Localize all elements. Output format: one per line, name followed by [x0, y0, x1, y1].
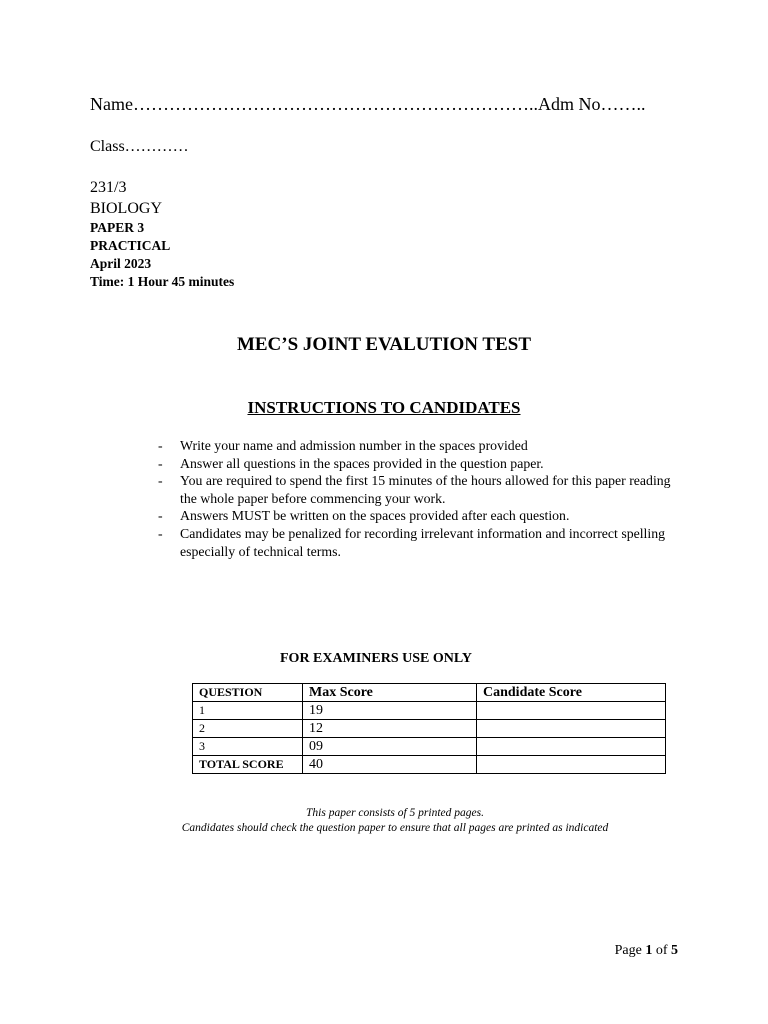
- max-score-cell: 19: [303, 702, 477, 720]
- table-row: [193, 720, 666, 738]
- instruction-text: Answer all questions in the spaces provided in the question paper.: [180, 455, 544, 471]
- question-cell: 3: [193, 738, 303, 756]
- instruction-text: Answers MUST be written on the spaces provided after each question.: [180, 508, 570, 524]
- total-row: [193, 756, 666, 774]
- dash-bullet: -: [158, 525, 163, 541]
- candidate-score-cell[interactable]: [477, 702, 666, 720]
- dash-bullet: -: [158, 508, 163, 524]
- page-prefix: Page: [614, 943, 646, 958]
- column-header-question: QUESTION: [193, 684, 303, 702]
- page-number: [615, 943, 678, 959]
- question-cell: 1: [193, 702, 303, 720]
- page-of: of: [652, 943, 671, 958]
- instruction-item: [158, 472, 688, 507]
- paper-code: 231/3: [90, 179, 127, 196]
- score-table: [192, 683, 666, 774]
- total-max-cell: 40: [303, 756, 477, 774]
- instruction-text: Candidates may be penalized for recording irrelevant information and incorrect spelling especially of technical terms.: [180, 525, 666, 559]
- table-header-row: [193, 684, 666, 702]
- max-score-cell: 12: [303, 720, 477, 738]
- column-header-max-score: Max Score: [303, 684, 477, 702]
- column-header-candidate-score: Candidate Score: [477, 684, 666, 702]
- question-cell: 2: [193, 720, 303, 738]
- total-candidate-cell[interactable]: [477, 756, 666, 774]
- table-row: [193, 738, 666, 756]
- class-field-line: Class…………: [90, 138, 189, 155]
- examiners-heading: FOR EXAMINERS USE ONLY: [280, 651, 473, 666]
- candidate-score-cell[interactable]: [477, 738, 666, 756]
- exam-date: April 2023: [90, 256, 152, 271]
- instructions-list: [158, 437, 688, 560]
- table-row: [193, 702, 666, 720]
- instruction-item: [158, 507, 688, 525]
- total-label-cell: TOTAL SCORE: [193, 756, 303, 774]
- page-current: 1: [645, 943, 653, 958]
- page-count-note: This paper consists of 5 printed pages.: [306, 807, 484, 819]
- name-adm-field-line: Name…………………………………………………………..Adm No……..: [90, 94, 646, 114]
- paper-type: PRACTICAL: [90, 238, 171, 253]
- max-score-cell: 09: [303, 738, 477, 756]
- dash-bullet: -: [158, 455, 163, 471]
- subject-name: BIOLOGY: [90, 200, 162, 217]
- instruction-item: [158, 455, 688, 473]
- instruction-item: [158, 525, 688, 560]
- page-total: 5: [671, 943, 678, 958]
- paper-number: PAPER 3: [90, 220, 145, 235]
- check-pages-note: Candidates should check the question paper to ensure that all pages are printed as indicated: [181, 822, 609, 834]
- instruction-item: [158, 437, 688, 455]
- exam-title: MEC’S JOINT EVALUTION TEST: [236, 334, 532, 355]
- instructions-heading: INSTRUCTIONS TO CANDIDATES: [247, 398, 521, 417]
- dash-bullet: -: [158, 438, 163, 453]
- instruction-text: You are required to spend the first 15 minutes of the hours allowed for this paper reading the whole paper before commencing your work.: [180, 473, 671, 506]
- exam-duration: Time: 1 Hour 45 minutes: [90, 274, 235, 289]
- instruction-text: Write your name and admission number in the spaces provided: [180, 438, 528, 453]
- candidate-score-cell[interactable]: [477, 720, 666, 738]
- dash-bullet: -: [158, 473, 163, 489]
